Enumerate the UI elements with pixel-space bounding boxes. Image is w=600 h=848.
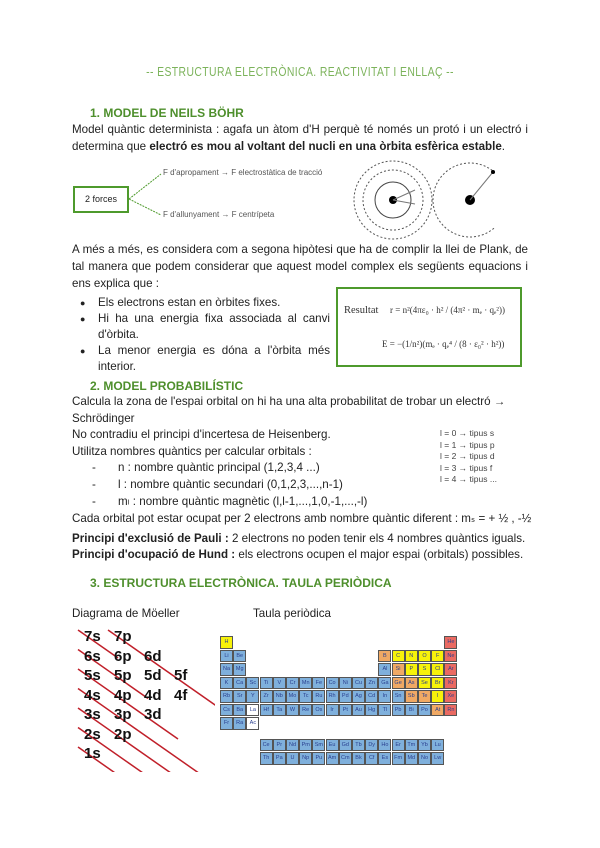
element-ca: Ca <box>233 677 246 690</box>
hund-title: Principi d'ocupació de Hund : <box>72 548 236 561</box>
element-ar: Ar <box>444 663 457 676</box>
element-ho: Ho <box>378 739 391 752</box>
branch-lines <box>129 168 164 220</box>
element-nb: Nb <box>273 690 286 703</box>
element-mn: Mn <box>299 677 312 690</box>
formula-label: Resultat <box>344 305 379 316</box>
element-kr: Kr <box>444 677 457 690</box>
text-line: Utilitza nombres quàntics per calcular orbitals : <box>72 445 312 458</box>
element-sm: Sm <box>312 739 325 752</box>
orbital-label: 5p <box>114 667 132 684</box>
type: l = 0 → tipus s <box>440 428 495 438</box>
element-rh: Rh <box>326 690 339 703</box>
section-1-heading: 1. MODEL DE NEILS BÖHR <box>90 106 244 120</box>
element-w: W <box>286 704 299 717</box>
element-hf: Hf <box>260 704 273 717</box>
orbital-label: 4d <box>144 686 162 704</box>
orbital-label: 6p <box>114 647 132 665</box>
element-cf: Cf <box>365 752 378 765</box>
element-b: B <box>378 650 391 663</box>
list-item: - mₗ : nombre quàntic magnètic (l,l-1,...,1,0,-1,...,-l) <box>72 493 422 510</box>
element-ne: Ne <box>444 650 457 663</box>
element-ba: Ba <box>233 704 246 717</box>
orbital-label: 6s <box>84 647 101 665</box>
element-ru: Ru <box>312 690 325 703</box>
element-ti: Ti <box>260 677 273 690</box>
orbital-label: 5d <box>144 667 162 684</box>
element-br: Br <box>431 677 444 690</box>
element-rb: Rb <box>220 690 233 703</box>
element-rn: Rn <box>444 704 457 717</box>
element-au: Au <box>352 704 365 717</box>
element-s: S <box>418 663 431 676</box>
element-sn: Sn <box>392 690 405 703</box>
element-es: Es <box>378 752 391 765</box>
element-n: N <box>405 650 418 663</box>
pauli-principle <box>72 530 525 547</box>
element-h: H <box>220 636 233 649</box>
force-approach: F d'apropament → F electrostàtica de tracció <box>163 168 323 177</box>
element-er: Er <box>392 739 405 752</box>
type: l = 4 → tipus ... <box>440 474 497 484</box>
element-ga: Ga <box>378 677 391 690</box>
bullet: ● Hi ha una energia fixa associada al canvi d'òrbita. <box>72 311 330 343</box>
element-am: Am <box>326 752 339 765</box>
list-item: - l : nombre quàntic secundari (0,1,2,3,...,n-1) <box>72 476 422 493</box>
element-mg: Mg <box>233 663 246 676</box>
element-ir: Ir <box>326 704 339 717</box>
section-2-heading: 2. MODEL PROBABILÍSTIC <box>90 379 244 393</box>
element-xe: Xe <box>444 690 457 703</box>
orbital-label: 4p <box>114 686 132 704</box>
orbital-label: 5f <box>174 667 188 684</box>
element-tl: Tl <box>378 704 391 717</box>
text-line: Cada orbital pot estar ocupat per 2 electrons amb nombre quàntic diferent : mₛ = + ½ , -½ <box>72 512 532 525</box>
element-pb: Pb <box>392 704 405 717</box>
orbital-label: 5s <box>84 667 101 684</box>
element-re: Re <box>299 704 312 717</box>
element-na: Na <box>220 663 233 676</box>
planck-paragraph: A més a més, es considera com a segona hipòtesi que ha de complir la llei de Plank, de tal manera que podem considerar que aquest model complex els següents equacions i ens explica que : <box>72 243 528 290</box>
type: l = 3 → tipus f <box>440 462 493 473</box>
element-pd: Pd <box>339 690 352 703</box>
bullet: ● La menor energia es dóna a l'òrbita més interior. <box>72 343 330 375</box>
orbital-label: 4s <box>84 686 101 704</box>
element-i: I <box>431 690 444 703</box>
element-lw: Lw <box>431 752 444 765</box>
hund-principle <box>72 546 523 563</box>
orbital-types <box>440 428 497 486</box>
orbital-label: 6d <box>144 647 162 665</box>
text-line: Schrödinger <box>72 412 135 425</box>
element-gd: Gd <box>339 739 352 752</box>
moeller-label: Diagrama de Möeller <box>72 607 180 620</box>
forces-box: 2 forces <box>73 186 129 213</box>
element-co: Co <box>326 677 339 690</box>
type: l = 2 → tipus d <box>440 451 495 461</box>
element-al: Al <box>378 663 391 676</box>
element-cl: Cl <box>431 663 444 676</box>
section-3-heading: 3. ESTRUCTURA ELECTRÒNICA. TAULA PERIÒDICA <box>90 576 392 590</box>
element-cr: Cr <box>286 677 299 690</box>
text-line: No contradiu el principi d'incertesa de Heisenberg. <box>72 428 331 441</box>
document-title: -- ESTRUCTURA ELECTRÒNICA. REACTIVITAT I ENLLAÇ -- <box>146 64 454 79</box>
element-y: Y <box>246 690 259 703</box>
orbital-label: 3d <box>144 706 162 723</box>
element-pm: Pm <box>299 739 312 752</box>
orbital-label: 2s <box>84 725 101 743</box>
element-as: As <box>405 677 418 690</box>
element-tm: Tm <box>405 739 418 752</box>
orbital-label: 3p <box>114 706 132 723</box>
force-away: F d'allunyament → F centrípeta <box>163 210 275 219</box>
element-se: Se <box>418 677 431 690</box>
element-th: Th <box>260 752 273 765</box>
bullet: ● Els electrons estan en òrbites fixes. <box>72 295 330 311</box>
orbital-label: 3s <box>84 706 101 723</box>
element-md: Md <box>405 752 418 765</box>
orbital-label: 7p <box>114 628 132 645</box>
element-np: Np <box>299 752 312 765</box>
element-sb: Sb <box>405 690 418 703</box>
element-fm: Fm <box>392 752 405 765</box>
element-eu: Eu <box>326 739 339 752</box>
element-tb: Tb <box>352 739 365 752</box>
element-tc: Tc <box>299 690 312 703</box>
element-si: Si <box>392 663 405 676</box>
formula-energy: E = −(1/n²)(mₑ · qₑ⁴ / (8 · ε₀² · h²)) <box>382 339 505 349</box>
element-fr: Fr <box>220 717 233 730</box>
element-fe: Fe <box>312 677 325 690</box>
element-bi: Bi <box>405 704 418 717</box>
element-yb: Yb <box>418 739 431 752</box>
element-pu: Pu <box>312 752 325 765</box>
element-bk: Bk <box>352 752 365 765</box>
element-ra: Ra <box>233 717 246 730</box>
element-ta: Ta <box>273 704 286 717</box>
element-no: No <box>418 752 431 765</box>
intro-bold: electró es mou al voltant del nucli en una òrbita esfèrica estable <box>149 140 502 153</box>
type: l = 1 → tipus p <box>440 439 495 450</box>
element-he: He <box>444 636 457 649</box>
element-pr: Pr <box>273 739 286 752</box>
element-mo: Mo <box>286 690 299 703</box>
element-zn: Zn <box>365 677 378 690</box>
element-k: K <box>220 677 233 690</box>
element-zr: Zr <box>260 690 273 703</box>
element-pt: Pt <box>339 704 352 717</box>
element-la: La <box>246 704 259 717</box>
formula-radius: r = n²(4πε₀ · h² / (4π² · mₑ · qₑ²)) <box>390 305 505 315</box>
intro-text: Model quàntic determinista : agafa un àtom d'H perquè té només un protó i un electró i determina que <box>72 123 528 153</box>
text-line: Calcula la zona de l'espai orbital on hi ha una alta probabilitat de trobar un electró → <box>72 395 506 408</box>
list-item: - n : nombre quàntic principal (1,2,3,4 ...) <box>72 459 422 476</box>
element-sc: Sc <box>246 677 259 690</box>
element-cm: Cm <box>339 752 352 765</box>
element-li: Li <box>220 650 233 663</box>
element-f: F <box>431 650 444 663</box>
element-os: Os <box>312 704 325 717</box>
element-v: V <box>273 677 286 690</box>
pauli-title: Principi d'exclusió de Pauli : <box>72 532 229 545</box>
orbital-label: 2p <box>114 725 132 743</box>
element-ge: Ge <box>392 677 405 690</box>
element-ag: Ag <box>352 690 365 703</box>
element-in: In <box>378 690 391 703</box>
intro-end: . <box>501 140 506 153</box>
quantum-numbers-list <box>72 459 422 510</box>
bohr-bullets <box>72 295 330 375</box>
hund-text: els electrons ocupen el major espai (orbitals) possibles. <box>235 548 524 561</box>
element-sr: Sr <box>233 690 246 703</box>
element-p: P <box>405 663 418 676</box>
table-label: Taula periòdica <box>253 607 331 620</box>
element-te: Te <box>418 690 431 703</box>
element-ni: Ni <box>339 677 352 690</box>
element-ce: Ce <box>260 739 273 752</box>
element-hg: Hg <box>365 704 378 717</box>
element-c: C <box>392 650 405 663</box>
element-u: U <box>286 752 299 765</box>
element-at: At <box>431 704 444 717</box>
element-dy: Dy <box>365 739 378 752</box>
element-be: Be <box>233 650 246 663</box>
element-po: Po <box>418 704 431 717</box>
orbital-label: 1s <box>84 745 101 762</box>
orbital-label: 4f <box>174 686 188 704</box>
pauli-text: 2 electrons no poden tenir els 4 nombres quàntics iguals. <box>228 532 526 545</box>
element-cs: Cs <box>220 704 233 717</box>
element-pa: Pa <box>273 752 286 765</box>
element-ac: Ac <box>246 717 259 730</box>
formula-box <box>336 287 522 367</box>
element-nd: Nd <box>286 739 299 752</box>
element-cd: Cd <box>365 690 378 703</box>
bohr-intro <box>72 121 528 155</box>
bohr-atom-diagram <box>345 160 495 240</box>
element-cu: Cu <box>352 677 365 690</box>
element-o: O <box>418 650 431 663</box>
element-lu: Lu <box>431 739 444 752</box>
orbital-label: 7s <box>84 628 101 645</box>
